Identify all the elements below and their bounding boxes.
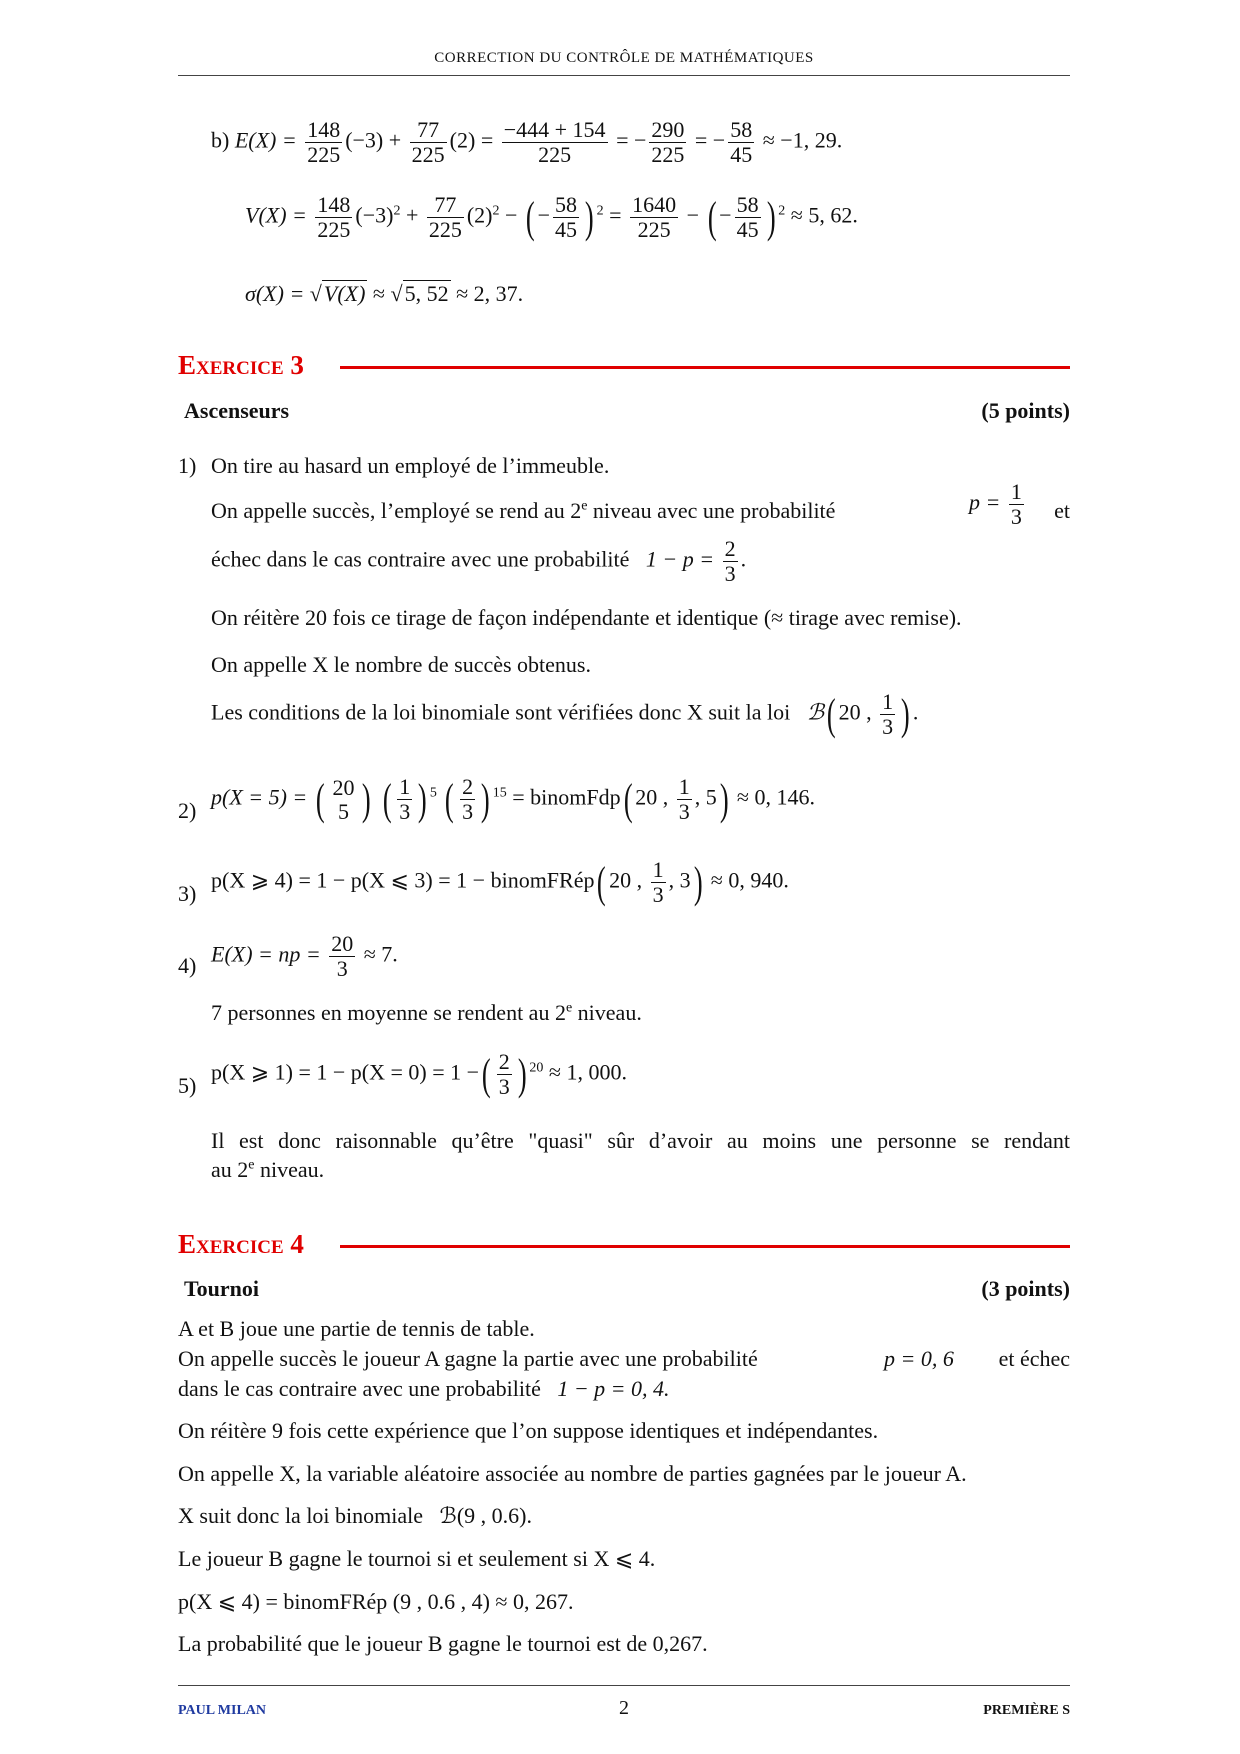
exercise-3-rule (340, 366, 1070, 369)
page-number: 2 (619, 1697, 629, 1719)
variance-line: V(X) = $\frac{148}{225}$ $(-3)^2$ + $\frac{77}{225}$ $(2)^2$ − ( − $\frac{58}{45}$ ) $^2$ = $\frac{1640}{225}$ − ( − $\frac{58}{45}$ ) $^2$ ≈ 5, 62. (245, 192, 858, 243)
fraction: $\frac{77}{225}$ (428, 192, 462, 243)
q1-line-1: On tire au hasard un employé de l’immeuble. (211, 453, 610, 478)
fraction: $\frac{77}{225}$ (411, 117, 445, 168)
fraction: $\frac{58}{45}$ (555, 192, 578, 243)
exercise-3-points: (5 points) (981, 398, 1070, 423)
exercise-4-subtitle: Tournoi (184, 1276, 260, 1301)
footer-rule (178, 1685, 1070, 1686)
exercise-4-points: (3 points) (981, 1276, 1070, 1301)
q1-line-5: On appelle X le nombre de succès obtenus. (211, 652, 591, 677)
ex4-line-5: On appelle X, la variable aléatoire associée au nombre de parties gagnées par le joueur A. (178, 1461, 967, 1486)
expectation-line: b) E(X) = $\frac{148}{225}$ (−3) + $\frac{77}{225}$ (2) = $\frac{-444 + 154}{225}$ = − $\frac{290}{225}$ = − $\frac{58}{45}$ ≈ −1, 29. (211, 117, 843, 168)
q1-line-4: On réitère 20 fois ce tirage de façon indépendante et identique (≈ tirage avec remise). (211, 605, 962, 630)
ex4-line-9: La probabilité que le joueur B gagne le tournoi est de 0,267. (178, 1631, 708, 1656)
q1-line-6: Les conditions de la loi binomiale sont vérifiées donc X suit la loi ℬ( 20 , $\frac{1}{3}$ ) . (211, 689, 919, 740)
exercise-4-title: Exercice 4 (178, 1229, 304, 1259)
header-rule (178, 75, 1070, 76)
q5-line-3: au 2e niveau. (211, 1157, 325, 1182)
exercise-3-title: Exercice 3 (178, 350, 304, 380)
q5-line: p(X ⩾ 1) = 1 − p(X = 0) = 1 −( $\frac{2}{3}$ ) $^{20}$ ≈ 1, 000. (211, 1049, 627, 1100)
fraction: $\frac{58}{45}$ (736, 192, 759, 243)
q4-line: E(X) = np = $\frac{20}{3}$ ≈ 7. (211, 931, 398, 982)
footer-author: PAUL MILAN (178, 1703, 267, 1718)
binomial-coefficient: 20 5 (332, 774, 355, 824)
ex4-line-4: On réitère 9 fois cette expérience que l’on suppose identiques et indépendantes. (178, 1418, 879, 1443)
q5-number: 5) (178, 1073, 197, 1098)
part-label: b) (211, 127, 230, 153)
exercise-3-subtitle: Ascenseurs (184, 398, 290, 423)
ex4-line-7: Le joueur B gagne le tournoi si et seulement si X ⩽ 4. (178, 1546, 656, 1571)
q1-number: 1) (178, 453, 197, 478)
q2-line: p(X = 5) = ( 20 5 ) ( $\frac{1}{3}$ ) $^5$ ( $\frac{2}{3}$ ) $^{15}$ = binomFdp( 20 , $\frac{1}{3}$ , 5) ≈ 0, 146. (211, 774, 815, 825)
running-header: CORRECTION DU CONTRÔLE DE MATHÉMATIQUES (434, 50, 814, 66)
fraction: $\frac{148}{225}$ (317, 192, 351, 243)
q4-line-2: 7 personnes en moyenne se rendent au 2e niveau. (211, 1000, 642, 1025)
q1-line-3: échec dans le cas contraire avec une probabilité 1 − p = $\frac{2}{3}$ . (211, 536, 747, 587)
ex-lhs: E(X) = (234, 127, 297, 153)
q3-number: 3) (178, 881, 197, 906)
ex4-line-8: p(X ⩽ 4) = binomFRép (9 , 0.6 , 4) ≈ 0, 267. (178, 1589, 574, 1614)
ex4-line-6: X suit donc la loi binomiale ℬ(9 , 0.6). (178, 1503, 532, 1528)
q4-number: 4) (178, 953, 197, 978)
fraction: $\frac{58}{45}$ (730, 117, 753, 168)
ex4-line-1: A et B joue une partie de tennis de table. (178, 1316, 535, 1341)
ex4-line-3: dans le cas contraire avec une probabilité 1 − p = 0, 4. (178, 1376, 670, 1401)
q5-line-2: Il est donc raisonnable qu’être "quasi" sûr d’avoir au moins une personne se rendant (211, 1128, 1070, 1153)
q2-number: 2) (178, 798, 197, 823)
fraction: $\frac{148}{225}$ (307, 117, 341, 168)
std-dev-line: σ(X) = √V(X) ≈ √5, 52 ≈ 2, 37. (245, 281, 524, 306)
ex4-line-2: On appelle succès le joueur A gagne la partie avec une probabilité p = 0, 6 et échec (178, 1346, 1070, 1371)
footer-level: PREMIÈRE S (983, 1703, 1070, 1718)
q3-line: p(X ⩾ 4) = 1 − p(X ⩽ 3) = 1 − binomFRép( 20 , $\frac{1}{3}$ , 3) ≈ 0, 940. (211, 857, 789, 908)
fraction: $\frac{1640}{225}$ (632, 192, 677, 243)
fraction: $\frac{-444 + 154}{225}$ (503, 117, 606, 168)
fraction: $\frac{290}{225}$ (651, 117, 685, 168)
q1-line-2: On appelle succès, l’employé se rend au 2e niveau avec une probabilité p = $\frac{1}{3}$ et (211, 479, 1070, 530)
exercise-4-rule (340, 1245, 1070, 1248)
